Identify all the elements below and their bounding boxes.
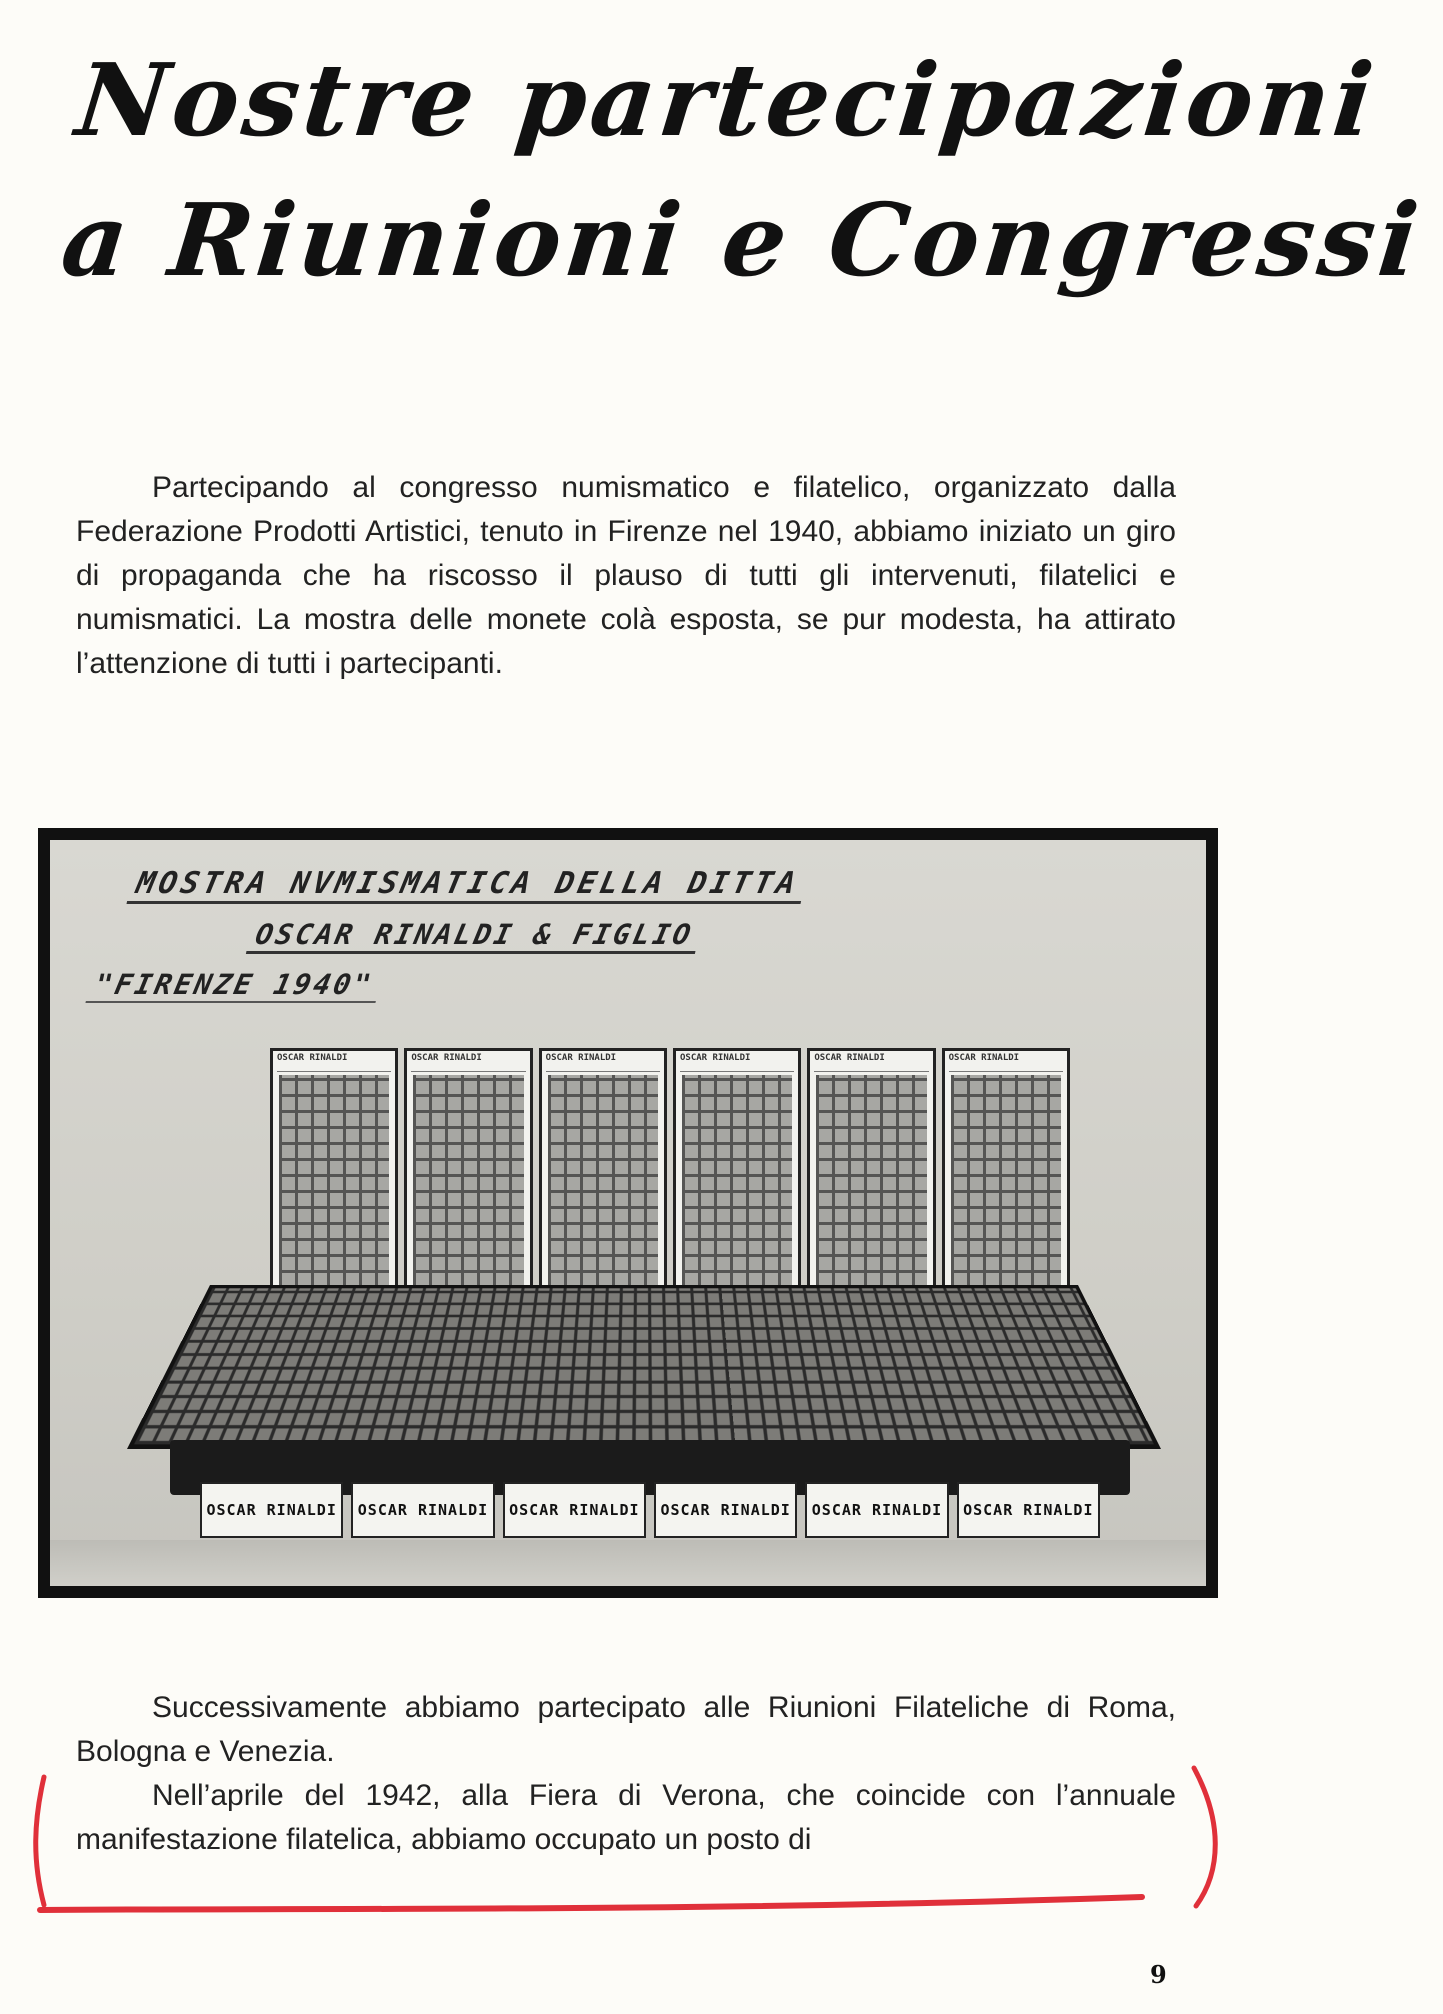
coin-grid bbox=[548, 1075, 658, 1289]
right-bracket-mark bbox=[1194, 1768, 1215, 1906]
coin-panel bbox=[942, 1048, 1070, 1298]
coin-panel bbox=[270, 1048, 398, 1298]
display-label: OSCAR RINALDI bbox=[351, 1482, 494, 1538]
left-bracket-mark bbox=[36, 1777, 44, 1905]
coin-grid bbox=[413, 1075, 523, 1289]
after-paragraph-1: Successivamente abbiamo partecipato alle Riunioni Filateliche di Roma, Bologna e Venezia. bbox=[76, 1691, 1176, 1768]
display-label: OSCAR RINALDI bbox=[654, 1482, 797, 1538]
intro-text: Partecipando al congresso numismatico e filatelico, organizzato dalla Federazione Prodotti Artistici, tenuto in Firenze nel 1940, abbiamo iniziato un giro di propaganda che ha riscosso il plauso di tutti gli intervenuti, filatelici e numismatici. La mostra delle monete colà esposta, se pur modesta, ha attirato l’attenzione di tutti i partecipanti. bbox=[76, 471, 1176, 680]
panel-label: OSCAR RINALDI bbox=[277, 1053, 391, 1072]
coin-panel bbox=[404, 1048, 532, 1298]
page-title bbox=[55, 30, 1428, 310]
intro-paragraph bbox=[76, 466, 1176, 686]
coin-panel bbox=[539, 1048, 667, 1298]
title-line-1: Nostre partecipazioni bbox=[71, 41, 1383, 159]
panel-label: OSCAR RINALDI bbox=[814, 1053, 928, 1072]
display-label: OSCAR RINALDI bbox=[200, 1482, 343, 1538]
coin-panel bbox=[807, 1048, 935, 1298]
page-number: 9 bbox=[1150, 1960, 1167, 1989]
exhibition-photo bbox=[38, 828, 1218, 1598]
panel-label: OSCAR RINALDI bbox=[546, 1053, 660, 1072]
panel-label: OSCAR RINALDI bbox=[680, 1053, 794, 1072]
underline-mark bbox=[40, 1897, 1142, 1910]
coin-display-panels bbox=[270, 1048, 1070, 1298]
coin-tray bbox=[127, 1285, 1161, 1449]
display-label: OSCAR RINALDI bbox=[957, 1482, 1100, 1538]
coin-grid bbox=[816, 1075, 926, 1289]
panel-label: OSCAR RINALDI bbox=[949, 1053, 1063, 1072]
photo-floor bbox=[50, 1540, 1206, 1586]
sign-line-2: OSCAR RINALDI & FIGLIO bbox=[246, 918, 703, 954]
panel-label: OSCAR RINALDI bbox=[411, 1053, 525, 1072]
sign-line-3: "FIRENZE 1940" bbox=[85, 968, 382, 1003]
display-label: OSCAR RINALDI bbox=[503, 1482, 646, 1538]
display-label: OSCAR RINALDI bbox=[805, 1482, 948, 1538]
photo-content bbox=[50, 840, 1206, 1586]
coin-grid bbox=[279, 1075, 389, 1289]
exhibition-sign bbox=[85, 866, 808, 1003]
coin-panel bbox=[673, 1048, 801, 1298]
after-paragraphs bbox=[76, 1686, 1176, 1862]
coin-grid bbox=[951, 1075, 1061, 1289]
display-labels bbox=[200, 1482, 1100, 1538]
title-line-2: a Riunioni e Congressi bbox=[56, 181, 1428, 299]
sign-line-1: MOSTRA NVMISMATICA DELLA DITTA bbox=[126, 866, 808, 904]
after-paragraph-2: Nell’aprile del 1942, alla Fiera di Verona, che coincide con l’annuale manifestazione filatelica, abbiamo occupato un posto di bbox=[76, 1779, 1176, 1856]
coin-grid bbox=[682, 1075, 792, 1289]
